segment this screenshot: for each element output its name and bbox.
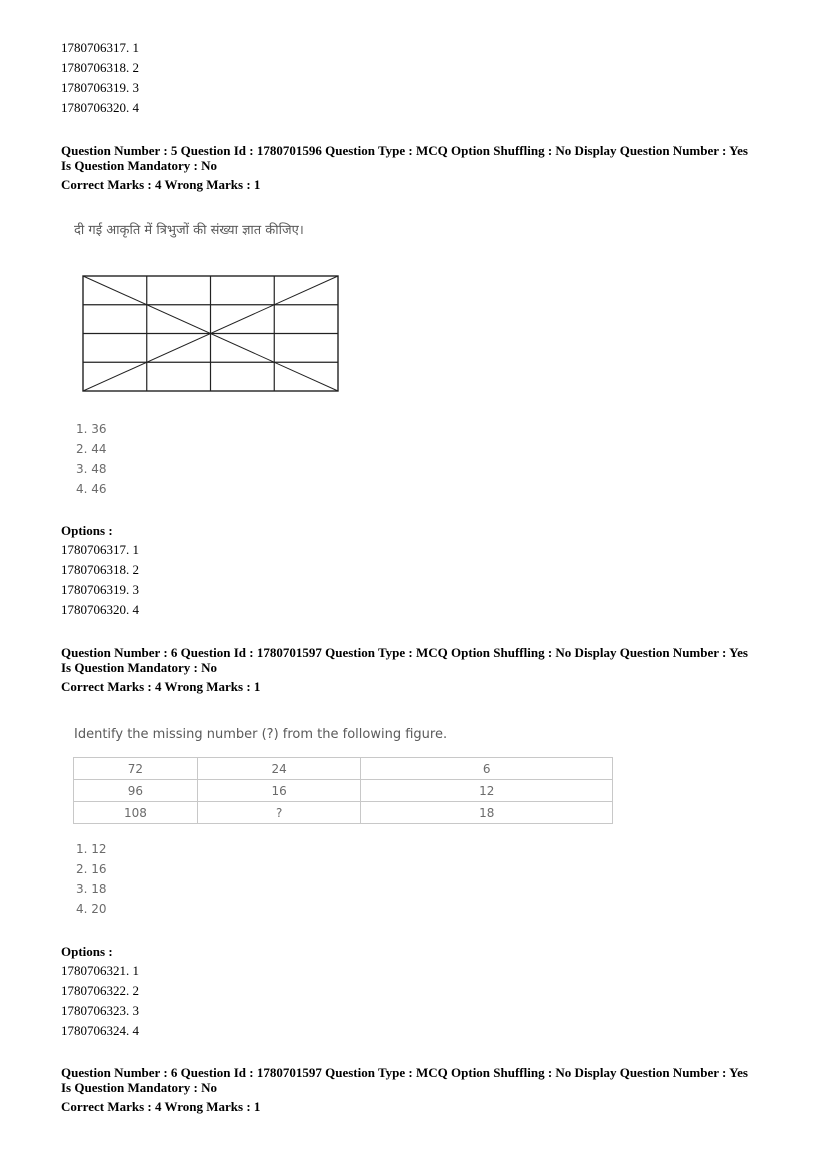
options-label: Options :	[61, 523, 113, 538]
table-cell: 16	[197, 780, 361, 802]
option-line: 1780706319. 3	[61, 80, 139, 95]
question-marks: Correct Marks : 4 Wrong Marks : 1	[61, 177, 261, 192]
table-cell: ?	[197, 802, 361, 824]
table-row	[74, 780, 613, 802]
option-line: 1780706323. 3	[61, 1003, 139, 1018]
choice-item: 1. 12	[76, 842, 107, 856]
choice-item: 3. 48	[76, 462, 107, 476]
option-line: 1780706318. 2	[61, 60, 139, 75]
question-marks: Correct Marks : 4 Wrong Marks : 1	[61, 679, 261, 694]
question-text: Identify the missing number (?) from the following figure.	[74, 727, 448, 742]
option-line: 1780706319. 3	[61, 582, 139, 597]
table-cell: 72	[74, 758, 198, 780]
option-line: 1780706320. 4	[61, 602, 139, 617]
choice-item: 2. 44	[76, 442, 107, 456]
table-cell: 12	[361, 780, 613, 802]
question-marks: Correct Marks : 4 Wrong Marks : 1	[61, 1099, 261, 1114]
number-table	[73, 757, 613, 824]
question-meta: Question Number : 5 Question Id : 1780701596 Question Type : MCQ Option Shuffling : No Display Question Number : Yes	[61, 143, 748, 158]
question-mandatory: Is Question Mandatory : No	[61, 1080, 218, 1095]
option-line: 1780706321. 1	[61, 963, 139, 978]
table-cell: 24	[197, 758, 361, 780]
question-mandatory: Is Question Mandatory : No	[61, 158, 218, 173]
question-meta: Question Number : 6 Question Id : 1780701597 Question Type : MCQ Option Shuffling : No Display Question Number : Yes	[61, 645, 748, 660]
option-line: 1780706317. 1	[61, 542, 139, 557]
options-label: Options :	[61, 944, 113, 959]
option-line: 1780706322. 2	[61, 983, 139, 998]
choice-item: 4. 46	[76, 482, 107, 496]
option-line: 1780706317. 1	[61, 40, 139, 55]
table-cell: 96	[74, 780, 198, 802]
option-line: 1780706324. 4	[61, 1023, 139, 1038]
table-cell: 18	[361, 802, 613, 824]
table-row	[74, 802, 613, 824]
table-cell: 108	[74, 802, 198, 824]
choice-item: 2. 16	[76, 862, 107, 876]
question-meta: Question Number : 6 Question Id : 1780701597 Question Type : MCQ Option Shuffling : No Display Question Number : Yes	[61, 1065, 748, 1080]
choice-item: 4. 20	[76, 902, 107, 916]
table-row	[74, 758, 613, 780]
choice-item: 3. 18	[76, 882, 107, 896]
question-mandatory: Is Question Mandatory : No	[61, 660, 218, 675]
choice-item: 1. 36	[76, 422, 107, 436]
option-line: 1780706320. 4	[61, 100, 139, 115]
triangle-figure	[82, 275, 340, 393]
table-cell: 6	[361, 758, 613, 780]
option-line: 1780706318. 2	[61, 562, 139, 577]
question-text: दी गई आकृति में त्रिभुजों की संख्या ज्ञात कीजिए।	[74, 223, 304, 238]
